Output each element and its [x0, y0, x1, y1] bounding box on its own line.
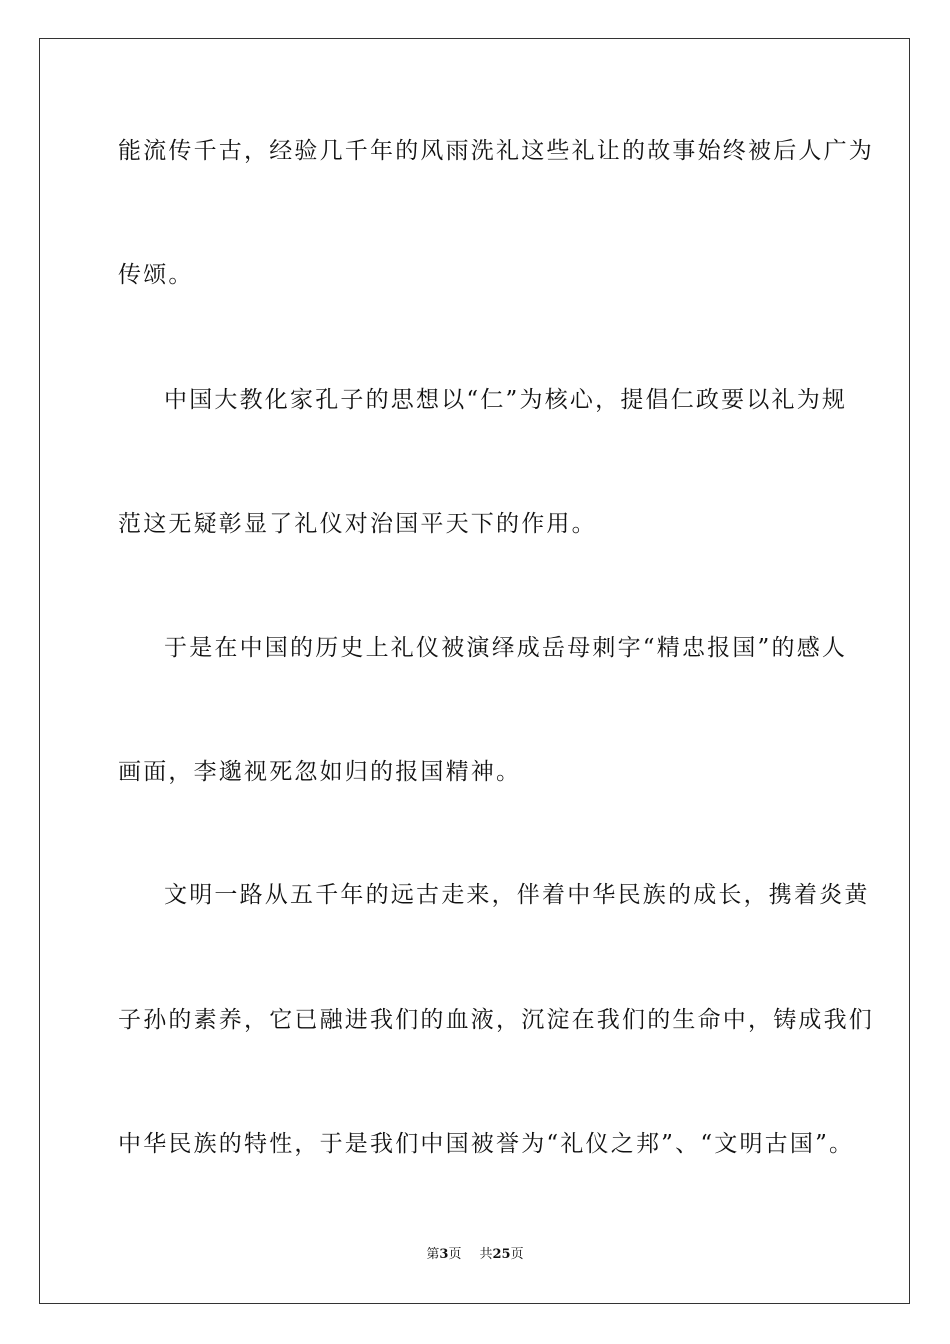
page-total-number: 25 — [492, 1247, 511, 1262]
page-border — [39, 38, 910, 1304]
page-current-number: 3 — [439, 1247, 449, 1262]
paragraph-start-line: 于是在中国的历史上礼仪被演绎成岳母刺字“精忠报国”的感人 — [164, 635, 848, 661]
total-unit: 页 — [510, 1247, 524, 1262]
body-line: 能流传千古，经验几千年的风雨洗礼这些礼让的故事始终被后人广为 — [118, 138, 874, 164]
page-footer — [0, 1246, 950, 1264]
body-line: 传颂。 — [118, 262, 194, 288]
page-unit: 页 — [448, 1247, 462, 1262]
page-prefix: 第 — [426, 1247, 440, 1262]
paragraph-start-line: 中国大教化家孔子的思想以“仁”为核心，提倡仁政要以礼为规 — [164, 387, 848, 413]
paragraph-start-line: 文明一路从五千年的远古走来，伴着中华民族的成长，携着炎黄 — [164, 882, 870, 908]
body-line: 画面，李邈视死忽如归的报国精神。 — [118, 759, 522, 785]
total-prefix: 共 — [479, 1247, 493, 1262]
body-line: 范这无疑彰显了礼仪对治国平天下的作用。 — [118, 511, 597, 537]
body-line: 子孙的素养，它已融进我们的血液，沉淀在我们的生命中，铸成我们 — [118, 1007, 874, 1033]
body-line: 中华民族的特性，于是我们中国被誉为“礼仪之邦”、“文明古国”。 — [118, 1131, 855, 1157]
